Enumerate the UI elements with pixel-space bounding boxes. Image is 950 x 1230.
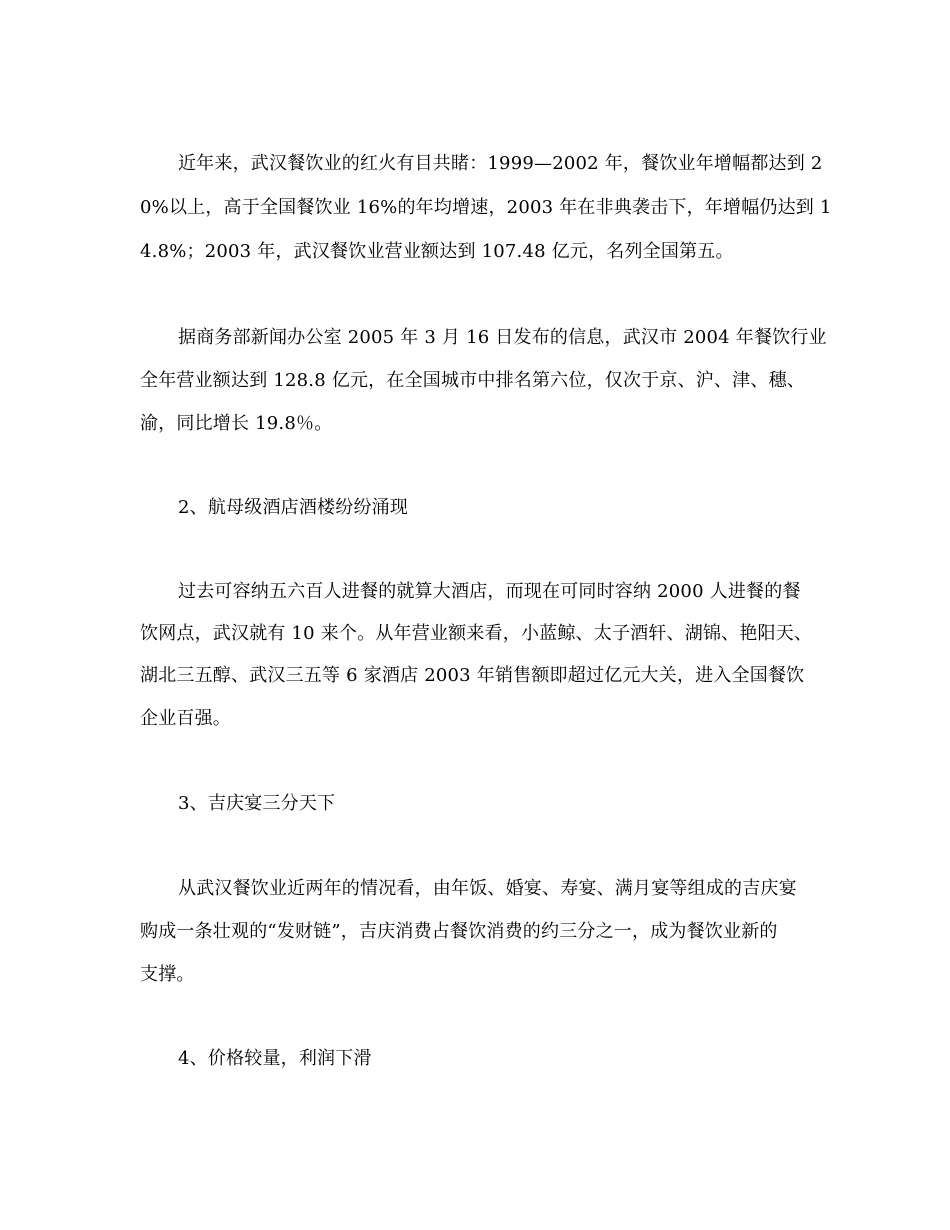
paragraph-2-line-1: 据商务部新闻办公室 2005 年 3 月 16 日发布的信息，武汉市 2004 年餐饮行业 [178,327,827,348]
paragraph-4-line-3: 支撑。 [140,964,195,985]
paragraph-1-line-1: 近年来，武汉餐饮业的红火有目共睹：1999—2002 年，餐饮业年增幅都达到 2 [178,153,823,174]
paragraph-1-line-3: 4.8%；2003 年，武汉餐饮业营业额达到 107.48 亿元，名列全国第五。 [140,241,734,262]
section-heading-2: 2、航母级酒店酒楼纷纷涌现 [178,497,409,518]
paragraph-4-line-2: 购成一条壮观的“发财链”，吉庆消费占餐饮消费的约三分之一，成为餐饮业新的 [140,921,778,942]
section-heading-3: 3、吉庆宴三分天下 [178,793,336,814]
paragraph-3-line-3: 湖北三五醇、武汉三五等 6 家酒店 2003 年销售额即超过亿元大关，进入全国餐饮 [140,665,805,686]
paragraph-2-line-3: 渝，同比增长 19.8％。 [140,413,333,434]
paragraph-3-line-2: 饮网点，武汉就有 10 来个。从年营业额来看，小蓝鲸、太子酒轩、湖锦、艳阳天、 [140,623,813,644]
paragraph-3-line-1: 过去可容纳五六百人进餐的就算大酒店，而现在可同时容纳 2000 人进餐的餐 [178,581,801,602]
paragraph-4-line-1: 从武汉餐饮业近两年的情况看，由年饭、婚宴、寿宴、满月宴等组成的吉庆宴 [178,878,797,899]
section-heading-4: 4、价格较量，利润下滑 [178,1048,372,1069]
paragraph-3-line-4: 企业百强。 [140,708,231,729]
paragraph-1-line-2: 0%以上，高于全国餐饮业 16%的年均增速，2003 年在非典袭击下，年增幅仍达到 1 [140,197,832,218]
paragraph-2-line-2: 全年营业额达到 128.8 亿元，在全国城市中排名第六位，仅次于京、沪、津、穗、 [140,370,805,391]
